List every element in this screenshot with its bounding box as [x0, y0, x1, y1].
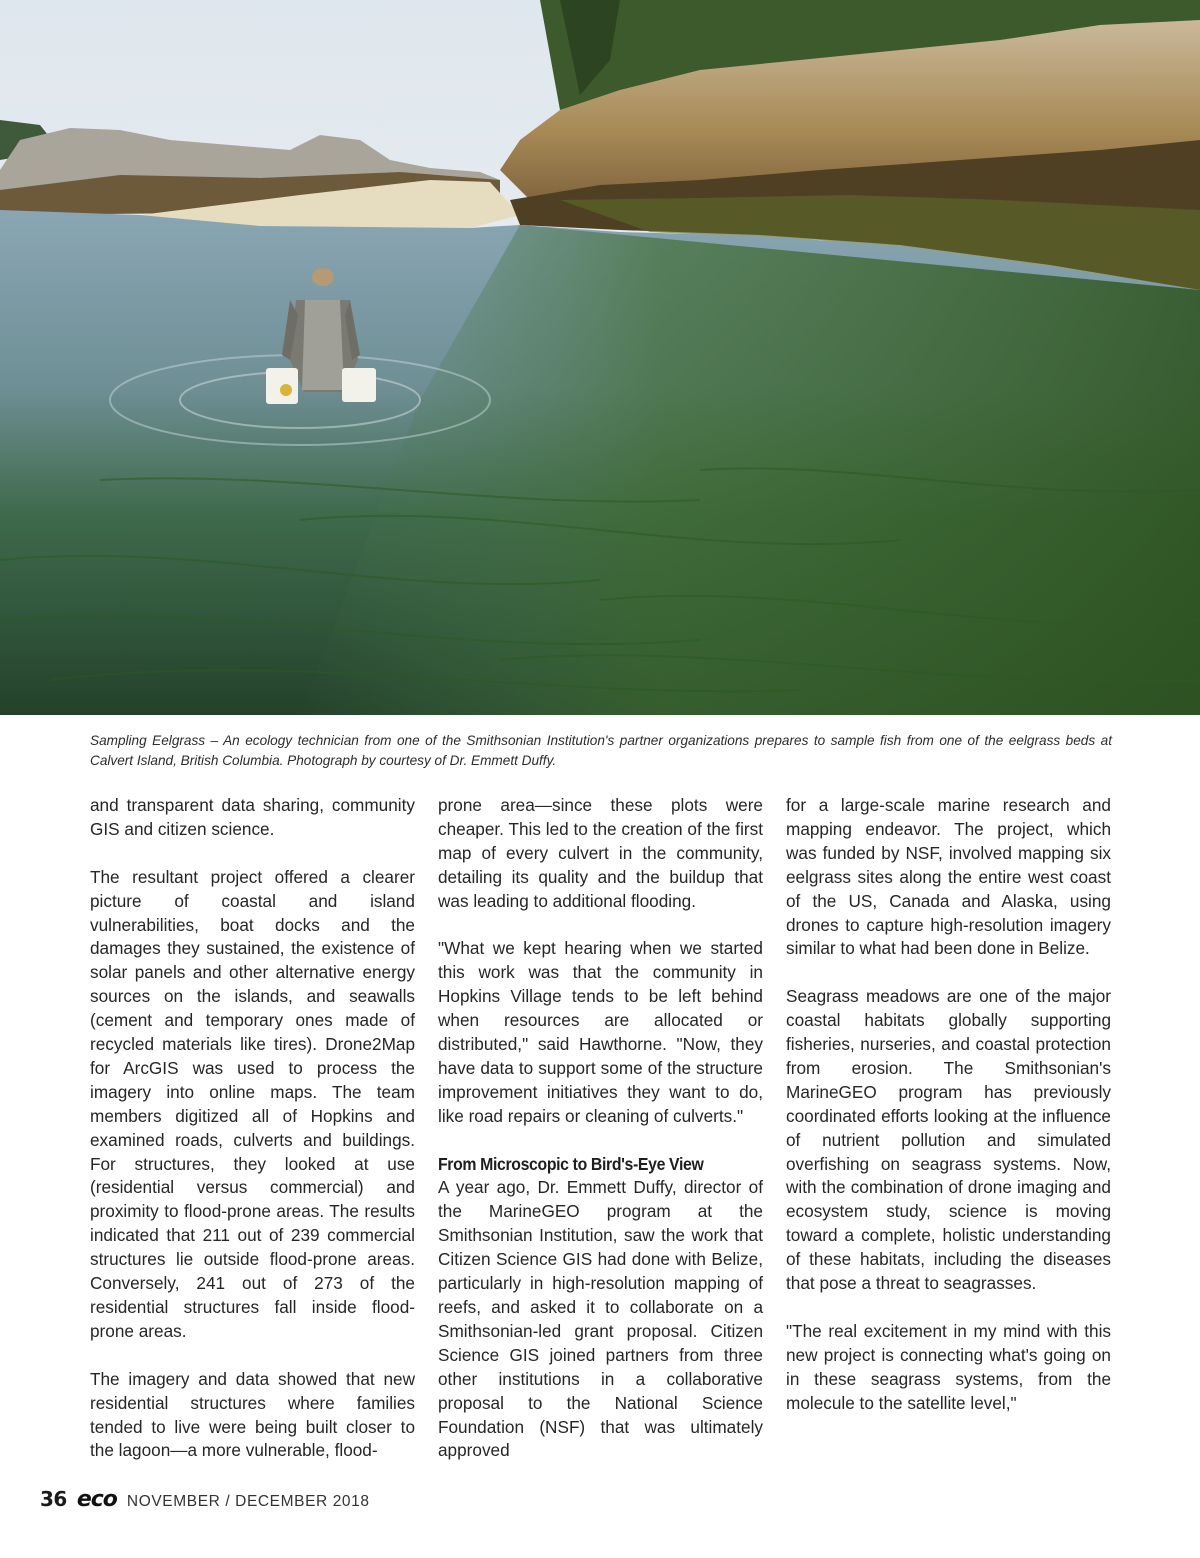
issue-date: NOVEMBER / DECEMBER 2018: [126, 1493, 370, 1510]
hero-photo: [0, 0, 1200, 715]
article-column-3: [786, 794, 1111, 1416]
magazine-logo: eco: [76, 1487, 117, 1512]
paragraph: "What we kept hearing when we started this work was that the community in Hopkins Village tends to be left behind when resources are allocated or distributed," said Hawthorne. "Now, they have data to support some of the structure improvement initiatives they want to do, like road repairs or cleaning of culverts.": [438, 938, 763, 1126]
paragraph: and transparent data sharing, community GIS and citizen science.: [90, 795, 415, 839]
paragraph: "The real excitement in my mind with this new project is connecting what's going on in these seagrass systems, from the molecule to the satellite level,": [786, 1320, 1111, 1413]
page-number: 36: [40, 1487, 67, 1511]
paragraph: The imagery and data showed that new residential structures where families tended to live were being built closer to the lagoon—a more vulnerable, flood-: [90, 1368, 415, 1461]
paragraph: Seagrass meadows are one of the major coastal habitats globally supporting fisheries, nurseries, and coastal protection from erosion. The Smithsonian's MarineGEO program has previously coordinated efforts looking at the influence of nutrient pollution and simulated overfishing on seagrass systems. Now, with the combination of drone imaging and ecosystem study, science is moving toward a complete, holistic understanding of these habitats, including the diseases that pose a threat to seagrasses.: [786, 986, 1111, 1294]
paragraph: for a large-scale marine research and mapping endeavor. The project, which was funded by NSF, involved mapping six eelgrass sites along the entire west coast of the US, Canada and Alaska, using drones to capture high-resolution imagery similar to what had been done in Belize.: [786, 795, 1111, 959]
photo-caption: Sampling Eelgrass – An ecology technician from one of the Smithsonian Institution's partner organizations prepares to sample fish from one of the eelgrass beds at Calvert Island, British Columbia. Photograph by courtesy of Dr. Emmett Duffy.: [90, 733, 1112, 768]
paragraph: prone area—since these plots were cheaper. This led to the creation of the first map of every culvert in the community, detailing its quality and the buildup that was leading to additional flooding.: [438, 795, 763, 911]
paragraph: The resultant project offered a clearer picture of coastal and island vulnerabilities, boat docks and the damages they sustained, the existence of solar panels and other alternative energy sources on the islands, and seawalls (cement and temporary ones made of recycled materials like tires). Drone2Map for ArcGIS was used to process the imagery into online maps. The team members digitized all of Hopkins and examined roads, culverts and buildings. For structures, they looked at use (residential versus commercial) and proximity to flood-prone areas. The results indicated that 211 out of 239 commercial structures lie outside flood-prone areas. Conversely, 241 out of 273 of the residential structures fall inside flood-prone areas.: [90, 866, 415, 1341]
article-column-2: [438, 794, 763, 1463]
eelgrass-scene-illustration: [0, 0, 1200, 715]
paragraph: A year ago, Dr. Emmett Duffy, director of the MarineGEO program at the Smithsonian Institution, saw the work that Citizen Science GIS had done with Belize, particularly in high-resolution mapping of reefs, and asked it to collaborate on a Smithsonian-led grant proposal. Citizen Science GIS joined partners from three other institutions in a collaborative proposal to the National Science Foundation (NSF) that was ultimately approved: [438, 1177, 763, 1461]
page-footer: [40, 1487, 370, 1513]
article-column-1: [90, 794, 415, 1463]
section-subhead: From Microscopic to Bird's-Eye View: [438, 1153, 704, 1174]
